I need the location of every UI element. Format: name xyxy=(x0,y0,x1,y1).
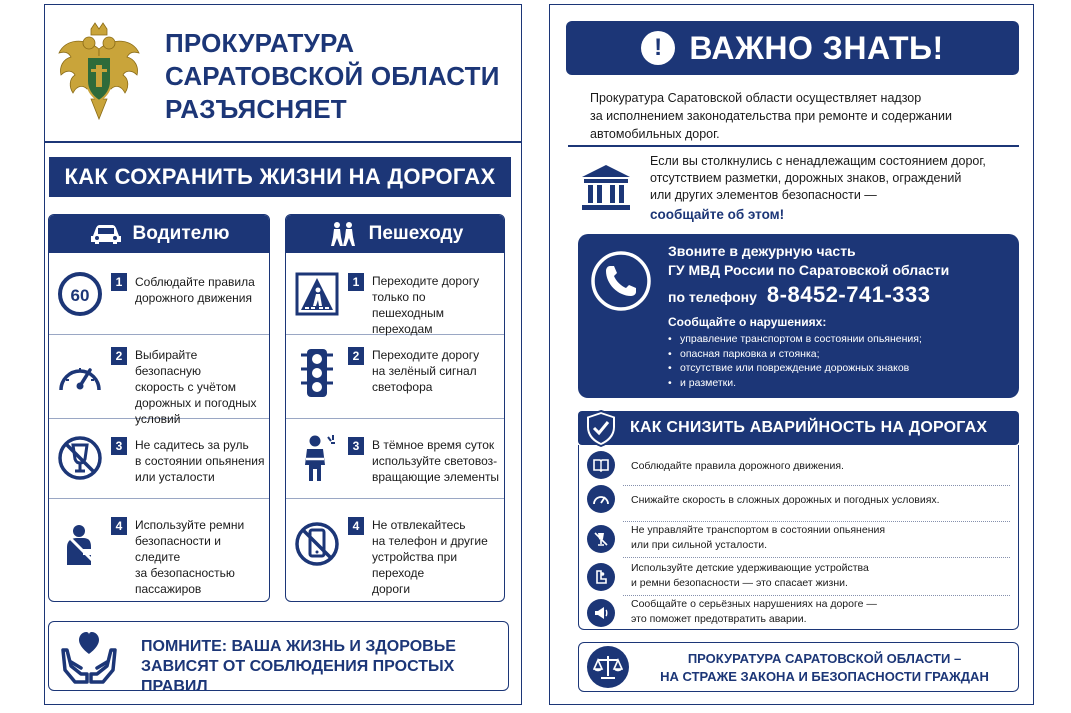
pedestrian-column xyxy=(285,214,505,602)
list-item xyxy=(286,335,504,419)
hands-heart-icon xyxy=(59,628,119,686)
remember-line: ПОМНИТЕ: ВАША ЖИЗНЬ И ЗДОРОВЬЕ xyxy=(141,638,456,655)
rulebook-icon xyxy=(587,451,615,479)
violation-item: • управление транспортом в состоянии опьянения; xyxy=(668,332,1011,347)
footer-banner xyxy=(578,642,1019,692)
reflective-pedestrian-icon xyxy=(292,433,342,483)
main-banner: КАК СОХРАНИТЬ ЖИЗНИ НА ДОРОГАХ xyxy=(49,157,511,197)
scales-of-justice-icon xyxy=(587,646,629,688)
pedestrian-heading-label: Пешеходу xyxy=(368,223,464,244)
important-title: ВАЖНО ЗНАТЬ! xyxy=(689,29,944,66)
row-text: дороги xyxy=(372,582,411,596)
tip-text: и ремни безопасности — это спасает жизни. xyxy=(631,577,848,589)
report-line: или других элементов безопасности — xyxy=(650,188,877,202)
pedestrian-heading xyxy=(286,215,504,253)
hotline-phone-label: по телефону xyxy=(668,289,757,305)
important-banner xyxy=(566,21,1019,75)
row-text: условий xyxy=(135,412,181,426)
list-item xyxy=(286,253,504,335)
row-text: в состоянии опьянения xyxy=(135,454,265,468)
divider xyxy=(623,595,1010,596)
exclamation-icon: ! xyxy=(641,31,675,65)
tip-text: Не управляйте транспортом в состоянии опьянения xyxy=(631,524,886,536)
traffic-light-icon xyxy=(292,349,342,399)
list-item xyxy=(49,335,269,426)
row-text: Не садитесь за руль xyxy=(135,438,249,452)
hotline-line: ГУ МВД России по Саратовской области xyxy=(668,262,950,278)
intro-line: за исполнением законодательства при ремонте и содержании xyxy=(590,109,952,123)
row-text: скорость с учётом xyxy=(135,380,237,394)
speedometer-icon xyxy=(55,351,105,401)
megaphone-icon xyxy=(587,599,615,627)
list-item xyxy=(579,597,1018,629)
list-item xyxy=(579,523,1018,557)
row-text: или усталости xyxy=(135,470,215,484)
row-text: на телефон и другие xyxy=(372,534,488,548)
step-number: 2 xyxy=(348,347,364,365)
prosecutor-emblem-icon xyxy=(55,19,143,127)
list-item xyxy=(579,485,1018,517)
row-text: Не отвлекайтесь xyxy=(372,518,466,532)
hotline-line: Звоните в дежурную часть xyxy=(668,243,856,259)
speed-limit-value: 60 xyxy=(70,286,90,305)
tip-text: или при сильной усталости. xyxy=(631,539,768,551)
violation-item: • опасная парковка и стоянка; xyxy=(668,347,1011,362)
shield-check-icon xyxy=(584,409,618,447)
step-number: 3 xyxy=(111,437,127,455)
tips-list xyxy=(578,445,1019,630)
step-number: 4 xyxy=(348,517,364,535)
no-alcohol-icon xyxy=(55,433,105,483)
violations-title: Сообщайте о нарушениях: xyxy=(668,315,827,329)
child-seat-icon xyxy=(587,563,615,591)
row-text: на зелёный сигнал xyxy=(372,364,477,378)
row-text: используйте световоз- xyxy=(372,454,498,468)
report-cta: сообщайте об этом! xyxy=(650,207,785,222)
violation-item: • отсутствие или повреждение дорожных знаков xyxy=(668,361,1011,376)
intro-line: Прокуратура Саратовской области осуществляет надзор xyxy=(590,91,922,105)
row-text: Соблюдайте правила xyxy=(135,275,255,289)
row-text: безопасности и следите xyxy=(135,534,221,564)
title-line: САРАТОВСКОЙ ОБЛАСТИ xyxy=(165,61,500,91)
crosswalk-sign-icon xyxy=(292,269,342,319)
right-poster xyxy=(549,4,1034,705)
row-text: светофора xyxy=(372,380,433,394)
report-line: Если вы столкнулись с ненадлежащим состоянием дорог, xyxy=(650,154,986,168)
row-text: Переходите дорогу xyxy=(372,274,480,288)
row-text: пассажиров xyxy=(135,582,202,596)
tip-text: Снижайте скорость в сложных дорожных и погодных условиях. xyxy=(631,494,940,506)
phone-icon xyxy=(590,250,652,312)
pedestrians-icon xyxy=(327,221,359,247)
list-item xyxy=(286,499,504,602)
row-text: Выбирайте безопасную xyxy=(135,348,201,378)
speedometer-icon xyxy=(587,485,615,513)
driver-heading xyxy=(49,215,269,253)
step-number: 3 xyxy=(348,437,364,455)
divider xyxy=(568,145,1019,147)
divider xyxy=(623,521,1010,522)
list-item xyxy=(286,419,504,499)
step-number: 2 xyxy=(111,347,127,365)
reduce-heading-label: КАК СНИЗИТЬ АВАРИЙНОСТЬ НА ДОРОГАХ xyxy=(630,419,988,436)
divider xyxy=(623,557,1010,558)
row-text: дорожных и погодных xyxy=(135,396,257,410)
tip-text: Соблюдайте правила дорожного движения. xyxy=(631,460,844,472)
row-text: В тёмное время суток xyxy=(372,438,495,452)
seatbelt-icon xyxy=(55,521,105,571)
left-poster xyxy=(44,4,522,705)
row-text: Используйте ремни xyxy=(135,518,245,532)
org-title xyxy=(165,27,515,126)
footer-line: НА СТРАЖЕ ЗАКОНА И БЕЗОПАСНОСТИ ГРАЖДАН xyxy=(660,669,989,684)
divider xyxy=(45,141,521,143)
hotline-phone-number[interactable]: 8-8452-741-333 xyxy=(766,282,931,307)
step-number: 1 xyxy=(348,273,364,291)
row-text: Переходите дорогу xyxy=(372,348,480,362)
intro-paragraph xyxy=(590,89,1011,143)
report-block xyxy=(568,153,1019,227)
list-item xyxy=(49,419,269,499)
violation-item-continued: • и разметки. xyxy=(668,376,1011,391)
row-text: вращающие элементы xyxy=(372,470,500,484)
reduce-accidents-heading xyxy=(578,411,1019,445)
driver-column xyxy=(48,214,270,602)
report-line: отсутствием разметки, дорожных знаков, ограждений xyxy=(650,171,962,185)
no-phone-icon xyxy=(292,519,342,569)
car-icon xyxy=(89,222,123,246)
hotline-box xyxy=(578,234,1019,398)
list-item xyxy=(49,253,269,335)
row-text: дорожного движения xyxy=(135,291,252,305)
no-alcohol-icon xyxy=(587,525,615,553)
intro-line: автомобильных дорог. xyxy=(590,127,720,141)
speed-limit-sign-icon xyxy=(55,269,105,319)
list-item xyxy=(579,451,1018,481)
violations-list xyxy=(668,332,1011,390)
row-text: за безопасностью xyxy=(135,566,235,580)
driver-heading-label: Водителю xyxy=(132,223,230,244)
step-number: 4 xyxy=(111,517,127,535)
tip-text: Используйте детские удерживающие устройства xyxy=(631,562,869,574)
title-line: РАЗЪЯСНЯЕТ xyxy=(165,94,347,124)
list-item xyxy=(49,499,269,602)
title-line: ПРОКУРАТУРА xyxy=(165,28,355,58)
row-text: устройства при переходе xyxy=(372,550,458,580)
footer-line: ПРОКУРАТУРА САРАТОВСКОЙ ОБЛАСТИ – xyxy=(687,651,962,666)
remember-line: ЗАВИСЯТ ОТ СОБЛЮДЕНИЯ ПРОСТЫХ ПРАВИЛ xyxy=(141,658,455,695)
remember-box xyxy=(48,621,509,695)
row-text: только по пешеходным xyxy=(372,290,444,320)
government-building-icon xyxy=(580,161,632,213)
tip-text: это поможет предотвратить аварии. xyxy=(631,613,807,625)
step-number: 1 xyxy=(111,273,127,291)
row-text: переходам xyxy=(372,322,433,336)
tip-text: Сообщайте о серьёзных нарушениях на дороге — xyxy=(631,598,877,610)
list-item xyxy=(579,561,1018,595)
